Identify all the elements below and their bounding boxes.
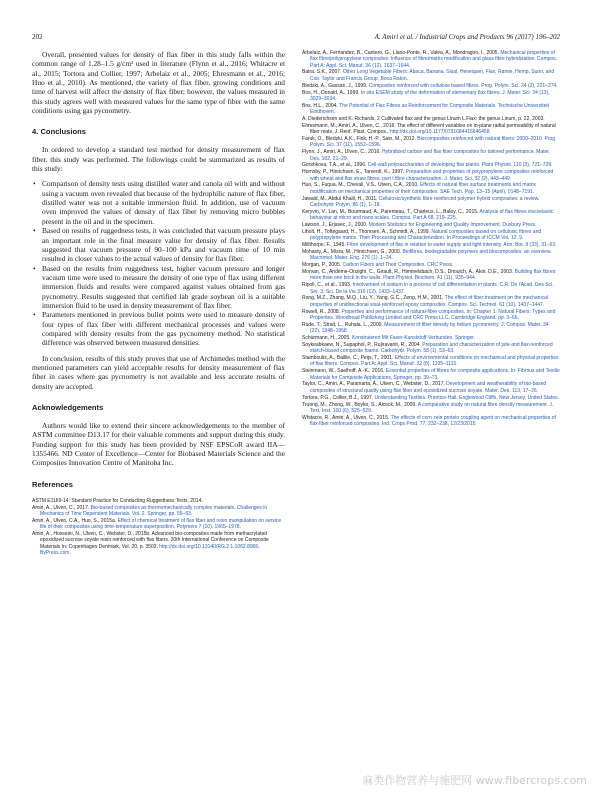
conclusion-summary-paragraph: In conclusion, results of this study proves that use of Archimedes method with the mentioned parameters can yield acceptable results for density measurement of flax fiber in cases where gas pycnometry is not available and less accurate results of density are accepted. <box>32 353 285 391</box>
reference-link[interactable]: Involvement of sodium in a process of cell differentiation in plants. C.R. De l'Acad. Des Sci. Sér. 3, Sci. De la Vie 316 (12), 1433–1437. <box>310 282 554 295</box>
reference-item: Schürmann, H., 2005. Konstruieren Mit Faser-Kunststoff-Verbunden. Springer. <box>302 335 476 342</box>
reference-link[interactable]: Bio-based composites as thermomechanically complex materials. Challenges in Mechanics of Time Dependent Materials, Vol. 2. Springer, pp. 55–63. <box>40 504 268 517</box>
reference-item: Huo, S., Fuqua, M., Chevali, V.S., Ulven, C.A., 2010. Effects of natural fiber surface treatments and matrix modification on mechanical properties of their composites. SAE Tech. Pap. 13–15 (April), 0148–7191. <box>302 182 537 195</box>
acknowledgements-paragraph: Authors would like to extend their sincere acknowledgements to the member of ASTM committee D13.17 for their valuable comments and support during this study. Funding support for this study has been provided by NSF EPSCoR award IIA—1355466. ND Center of Excellence—Center for Biobased Materials Science and the Composites Innovation Centre of Manitoba Inc. <box>32 421 285 468</box>
reference-link[interactable]: http://dx.doi.org/10.1177/0731684416646458. <box>390 129 491 136</box>
reference-item: Bos, H., Donald, A., 1999. In situ ESEM study of the deformation of elementary flax fibres. J. Mater. Sci. 34 (13), 3029–3034. <box>302 89 550 102</box>
reference-item: Amiri, A., Ulven, C., 2017. Bio-based composites as thermomechanically complex materials. Challenges in Mechanics of Time Dependent Materials, Vol. 2. Springer, pp. 55–63. <box>32 504 268 517</box>
reference-link[interactable]: Other Long Vegetable Fibers: Abaca, Banana, Sisal, Henequen, Flax, Ramie, Hemp, Sunn, and Coir. Taylor and Francis Group, Boca Raton. <box>310 69 555 82</box>
reference-link[interactable]: The effects of corn zein protein coupling agent on mechanical properties of flax fiber reinforced composites. Ind. Crops Prod. 77, 232–238, 12/23/2015. <box>310 414 556 428</box>
reference-item: Truong, M., Zhong, W., Boyko, S., Alcock, M., 2009. A comparative study on natural fibre density measurement. J. Text. Inst. 100 (6), 525–529. <box>302 401 554 414</box>
journal-citation: A. Amiri et al. / Industrial Crops and Products 96 (2017) 196–202 <box>374 33 560 41</box>
bullet-item: • Parameters mentioned in previous bullet points were used to measure density of four types of flax fiber with different mechanical processes and values were compared with density results from the gas pycnometry method. No statistical difference was observed between measured densities. <box>42 310 285 347</box>
reference-list-left <box>32 498 285 556</box>
reference-item: Mohanty, A., Misra, M., Hinrichsen, G., 2000. Biofibres, biodegradable polymers and biocomposites: an overview. Macromol. Mater. Eng. 276 (1), 1–24. <box>302 249 552 262</box>
reference-link[interactable]: Carbon Fibers and Their Composites. CRC Press. <box>342 262 454 269</box>
reference-link[interactable]: Essential properties of fibres for composite applications. In: Fibrous and Textile Materials for Composite Applications, Springer, pp. 39–73. <box>310 368 560 381</box>
reference-item: Lawson, J., Erjavec, J., 2000. Modern Statistics for Engineering and Quality Improvement. Duxbury Press. <box>302 222 537 229</box>
reference-link[interactable]: Effects of environmental conditions on mechanical and physical properties of flax fibers. Compos. Part A: Appl. Sci. Manuf. 32 (8), 1105–1115. <box>310 355 559 368</box>
reference-link[interactable]: Fibre development of flax in relation to water supply and light intensity. Ann. Bot. 9 (33), 31–53. <box>347 242 557 249</box>
reference-item: Stamboulis, A., Baillie, C., Peijs, T., 2001. Effects of environmental conditions on mechanical and physical properties of flax fibers. Compos. Part A: Appl. Sci. Manuf. 32 (8), 1105–1115. <box>302 355 559 368</box>
reference-link[interactable]: Preparation and properties of polypropylene composites reinforced with wheat and flax straw fibres: part I fibre characterization. J. Mater. Sci. 32 (2), 443–449. <box>310 169 554 182</box>
reference-link[interactable]: Biocomposites reinforced with natural fibers: 2000–2010. Prog. Polym. Sci. 37 (11), 1552–1596. <box>310 136 557 149</box>
acknowledgements-heading: Acknowledgements <box>32 403 104 412</box>
reference-item: Rowell, R., 2008. Properties and performance of natural-fibre composites. In: Chapter 1: Natural Fibers: Types and Properties. Woodhead Publishing Limited and CRC Press LLC, Cambridge England, pp. 3–66. <box>302 308 556 321</box>
intro-paragraph: Overall, presented values for density of flax fiber in this study falls within the common range of 1.28–1.5 g/cm³ used in literature (Flynn et al., 2016; Whitacre et al., 2015; Tortora and Collier, 1997; Arbelaiz et al., 2005; Ehresmann et al., 2016; Huo et al., 2010). As mentioned, the variety of flax fiber, growing conditions and time of harvest will affect the density of flax fiber; however, the values measured in this study agrees well with measured values for the same type of fiber with the same conditions using gas pycnometry. <box>32 50 285 116</box>
bullet-item: • Based on results of ruggedness tests, it was concluded that vacuum pressure plays an important role in the final measure value for density of flax fiber. Results suggested that vacuum pressure of 90–100 kPa and vacuum time of 10 min resulted in closer values to the actual values of density for flax fiber. <box>42 226 285 263</box>
reference-item: ASTM E1169-14: Standard Practice for Conducting Ruggedness Tests, 2014. <box>32 497 203 504</box>
reference-link[interactable]: Natural composites based on cellulosic fibres and polypropylene matrix. Their Processing and Characterization. In Proceedings of ICCM Vol. 12, 9. <box>310 228 542 242</box>
reference-link[interactable]: Understanding Textiles. Prentice-Hall, Englewood Cliffs, New Jersey, United States. <box>374 394 559 401</box>
conclusions-bullet-list <box>32 179 285 347</box>
page-number: 202 <box>32 33 43 41</box>
reference-link[interactable]: Effects of natural fiber surface treatments and matrix modification on mechanical properties of their composites. SAE Tech. Pap. 13–15 (April), 0148–7191. <box>310 182 537 195</box>
reference-link[interactable]: Measurement of fiber density by helium pycnometry. J. Compos. Mater. 34 (22), 1948–1958. <box>310 321 549 335</box>
references-heading: References <box>32 479 73 489</box>
left-column <box>32 50 285 557</box>
reference-item: Ehresmann, M., Amiri, A., Ulven, C., 2016. The effect of different variables on in-plane radial permeability of natural fiber mats. J. Renf. Plast. Compos., http://dx.doi.org/10.1177/0731684416646458. <box>302 122 556 136</box>
reference-link[interactable]: Modern Statistics for Engineering and Quality Improvement. Duxbury Press. <box>368 222 537 229</box>
reference-link[interactable]: The Potential of Flax Fibres as Reinforcement for Composite Materials. Technische Universiteit Eindhoven. <box>310 102 549 116</box>
right-column <box>302 50 560 428</box>
conclusions-heading: 4. Conclusions <box>32 127 87 137</box>
reference-item: Whitacre, R., Amiri, A., Ulven, C., 2015. The effects of corn zein protein coupling agent on mechanical properties of flax fiber reinforced composites. Ind. Crops Prod. 77, 232–238, 12/23/2015. <box>302 414 556 428</box>
reference-link[interactable]: Biofibres, biodegradable polymers and biocomposites: an overview. Macromol. Mater. Eng. 276 (1), 1–24. <box>310 249 552 262</box>
reference-item: Keryvin, V., Lan, M., Bourmaud, A., Parenteau, T., Charleux, L., Baley, C., 2015. Analysis of flax fibres viscoelastic behaviour at micro and nano scales. Compos. Part A 68, 219–225. <box>302 208 554 222</box>
reference-link[interactable]: The effect of fiber treatment on the mechanical properties of unidirectional sisal-reinforced epoxy composites. Compos. Sci. Technol. 61 (10), 1437–1447. <box>310 295 548 308</box>
reference-link[interactable]: Konstruieren Mit Faser-Kunststoff-Verbunden. Springer. <box>352 335 476 342</box>
reference-item: Amiri, A., Hosseini, N., Ulven, C., Webster, D., 2015b. Advanced bio-composites made from methacrylated epoxidized sucrose soyate resin reinforced with flax fibers. 20th International Conference on Composite Materials In: Copenhagen Denmark, Vol. 20, p. 3503, http://dx.doi.org/10.13140/RG.2.1.1062.8965, ByPress.com. <box>32 530 269 556</box>
reference-link[interactable]: http://dx.doi.org/10.13140/RG.2.1.1062.8965, ByPress.com. <box>40 543 260 556</box>
conclusions-paragraph: In ordered to develop a standard test method for density measurement of flax fiber, this study was performed. The followings could be summarized as results of this study: <box>32 145 285 174</box>
reference-item: Jawaid, M., Abdul Khalil, H., 2011. Cellulosic/synthetic fibre reinforced polymer hybrid composites: a review. Carbohydr. Polym. 86 (1), 1–18. <box>302 195 540 208</box>
reference-item: Bos, H.L., 2004. The Potential of Flax Fibres as Reinforcement for Composite Materials. Technische Universiteit Eindhoven. <box>302 102 549 116</box>
reference-item: Millthorpe, F., 1945. Fibre development of flax in relation to water supply and light intensity. Ann. Bot. 9 (33), 31–53. <box>302 242 557 249</box>
reference-link[interactable]: Preparation and characterization of jute-and flax-reinforced starch-based composite foams. Carbohydr. Polym. 58 (1), 53–63. <box>310 341 553 355</box>
reference-item: Steinmann, W., Saelhoff, A.-K., 2016. Essential properties of fibres for composite applications. In: Fibrous and Textile Materials for Composite Applications, Springer, pp. 39–73. <box>302 368 560 381</box>
reference-item: Tortora, P.G., Collier, B.J., 1997. Understanding Textiles. Prentice-Hall, Englewood Cliffs, New Jersey, United States. <box>302 394 559 401</box>
reference-link[interactable]: Building flax fibres: more than one brick in the walls. Plant Physiol. Biochem. 41 (11), 935–944. <box>310 269 557 282</box>
reference-item: Gorshkova, T.A., et al., 1996. Cell-wall polysaccharides of developing flax plants. Plant Physiol. 110 (3), 721–729. <box>302 162 553 169</box>
reference-item: Bledzki, A., Gassan, J., 1999. Composites reinforced with cellulose based fibres. Prog. Polym. Sci. 24 (2), 221–274. <box>302 82 558 89</box>
reference-link[interactable]: Properties and performance of natural-fibre composites. In: Chapter 1: Natural Fibers: Types and Properties. Woodhead Publishing Limited and CRC Press LLC, Cambridge England, pp. 3–66. <box>310 308 556 321</box>
reference-link[interactable]: Effect of chemical treatment of flax fiber and resin manipulation on service life of their composites using time-temperature superposition. Polymers 7 (10), 1965–1978. <box>40 517 282 531</box>
reference-item: Soykeabkaew, N., Supaphol, P., Rujiravanit, R., 2004. Preparation and characterization of jute-and flax-reinforced starch-based composite foams. Carbohydr. Polym. 58 (1), 53–63. <box>302 341 553 355</box>
reference-item: Arbelaiz, A., Fernandez, B., Cantero, G., Llano-Ponte, R., Valea, A., Mondragon, I., 2005. Mechanical properties of flax fibre/polypropylene composites. Influence of fibre/matrix modification and glass fibre hybridization. Compos. Part A: Appl. Sci. Manuf. 36 (12), 1637–1644. <box>302 50 558 69</box>
reference-link[interactable]: In situ ESEM study of the deformation of elementary flax fibres. J. Mater. Sci. 34 (13), 3029–3034. <box>310 89 550 102</box>
site-watermark: 麻类作物营养与施肥网 www.fibercrops.com <box>362 774 587 787</box>
reference-item: Flynn, J., Amiri, A., Ulven, C., 2016. Hybridized carbon and flax fiber composites for tailored performance. Mater. Des. 102, 21–29. <box>302 149 551 162</box>
reference-item: Morgan, P., 2005. Carbon Fibers and Their Composites. CRC Press. <box>302 262 454 269</box>
reference-link[interactable]: Composites reinforced with cellulose based fibres. Prog. Polym. Sci. 24 (2), 221–274. <box>368 82 558 89</box>
reference-link[interactable]: Analysis of flax fibres viscoelastic behaviour at micro and nano scales. Compos. Part A 68, 219–225. <box>310 208 554 222</box>
bullet-item: • Based on the results from ruggedness test, higher vacuum pressure and longer vacuum time were used to measure the density of one type of flax using different immersion fluids and results were compared against values obtained from gas pycnometry. Results suggested that certified lab grade soybean oil is a suitable immersion fluid to be used in density measurement of flax fiber. <box>42 264 285 311</box>
reference-item: Faruk, O., Bledzki, A.K., Fink, H.-P., Sain, M., 2012. Biocomposites reinforced with natural fibers: 2000–2010. Prog. Polym. Sci. 37 (11), 1552–1596. <box>302 136 557 149</box>
running-header <box>32 33 560 43</box>
reference-item: A. Diederichsen and K. Richards, 2 Cultivated flax and the genus Linum L.Flax: the genus Linum, p. 22, 2003. <box>302 115 545 122</box>
reference-link[interactable]: Cellulosic/synthetic fibre reinforced polymer hybrid composites: a review. Carbohydr. Polym. 86 (1), 1–18. <box>310 195 540 208</box>
reference-item: Rude, T., Strait, L., Ruhala, L., 2000. Measurement of fiber density by helium pycnometry. J. Compos. Mater. 34 (22), 1948–1958. <box>302 321 549 335</box>
reference-link[interactable]: Development and weatherability of bio-based composites of structural quality using flax fiber and epoxidized sucrose soyate. Mater. Des. 113, 17–26. <box>310 381 547 394</box>
reference-link[interactable]: Cell-wall polysaccharides of developing flax plants. Plant Physiol. 110 (3), 721–729. <box>367 162 553 169</box>
reference-item: Liholt, H., Toftegaard, H., Thomsen, A., Schmidt, A., 1999. Natural composites based on cellulosic fibres and polypropylene matrix. Their Processing and Characterization. In Proceedings of ICCM Vol. 12, 9. <box>302 228 542 242</box>
bullet-item: • Comparison of density tests using distilled water and canola oil with and without using a vacuum oven revealed that because of the hydrophilic nature of flax fiber, distilled water was not a suitable immersion fluid. In addition, use of vacuum oven improved the values of density of flax fiber by removing micro bubbles present in the oil and in the specimen. <box>42 179 285 226</box>
reference-item: Morvan, C., Andème-Onzighi, C., Girault, R., Himmelsbach, D.S., Driouich, A., Akin, D.E., 2003. Building flax fibres: more than one brick in the walls. Plant Physiol. Biochem. 41 (11), 935–944. <box>302 269 557 282</box>
reference-item: Amiri, A., Ulven, C.A., Huo, S., 2015a. Effect of chemical treatment of flax fiber and resin manipulation on service life of their composites using time-temperature superposition. Polymers 7 (10), 1965–1978. <box>32 517 282 531</box>
reference-item: Hornsby, P., Hinrichsen, E., Tarverdi, K., 1997. Preparation and properties of polypropylene composites reinforced with wheat and flax straw fibres: part I fibre characterization. J. Mater. Sci. 32 (2), 443–449. <box>302 169 554 182</box>
reference-list-right <box>302 50 560 427</box>
reference-item: Batra, S.K., 2007. Other Long Vegetable Fibers: Abaca, Banana, Sisal, Henequen, Flax, Ramie, Hemp, Sunn, and Coir. Taylor and Francis Group, Boca Raton. <box>302 69 555 82</box>
reference-item: Rong, M.Z., Zhang, M.Q., Liu, Y., Yang, G.C., Zeng, H.M., 2001. The effect of fiber treatment on the mechanical properties of unidirectional sisal-reinforced epoxy composites. Compos. Sci. Technol. 61 (10), 1437–1447. <box>302 295 548 308</box>
reference-link[interactable]: Mechanical properties of flax fibre/polypropylene composites. Influence of fibre/matrix modification and glass fibre hybridization. Compos. Part A: Appl. Sci. Manuf. 36 (12), 1637–1644. <box>310 50 558 69</box>
reference-item: Ripoll, C., et al., 1993. Involvement of sodium in a process of cell differentiation in plants. C.R. De l'Acad. Des Sci. Sér. 3, Sci. De la Vie 316 (12), 1433–1437. <box>302 282 554 295</box>
reference-link[interactable]: A comparative study on natural fibre density measurement. J. Text. Inst. 100 (6), 525–529. <box>310 401 554 414</box>
reference-link[interactable]: Hybridized carbon and flax fiber composites for tailored performance. Mater. Des. 102, 21–29. <box>310 149 551 162</box>
reference-item: Taylor, C., Amiri, A., Paramarta, A., Ulven, C., Webster, D., 2017. Development and weatherability of bio-based composites of structural quality using flax fiber and epoxidized sucrose soyate. Mater. Des. 113, 17–26. <box>302 381 547 394</box>
